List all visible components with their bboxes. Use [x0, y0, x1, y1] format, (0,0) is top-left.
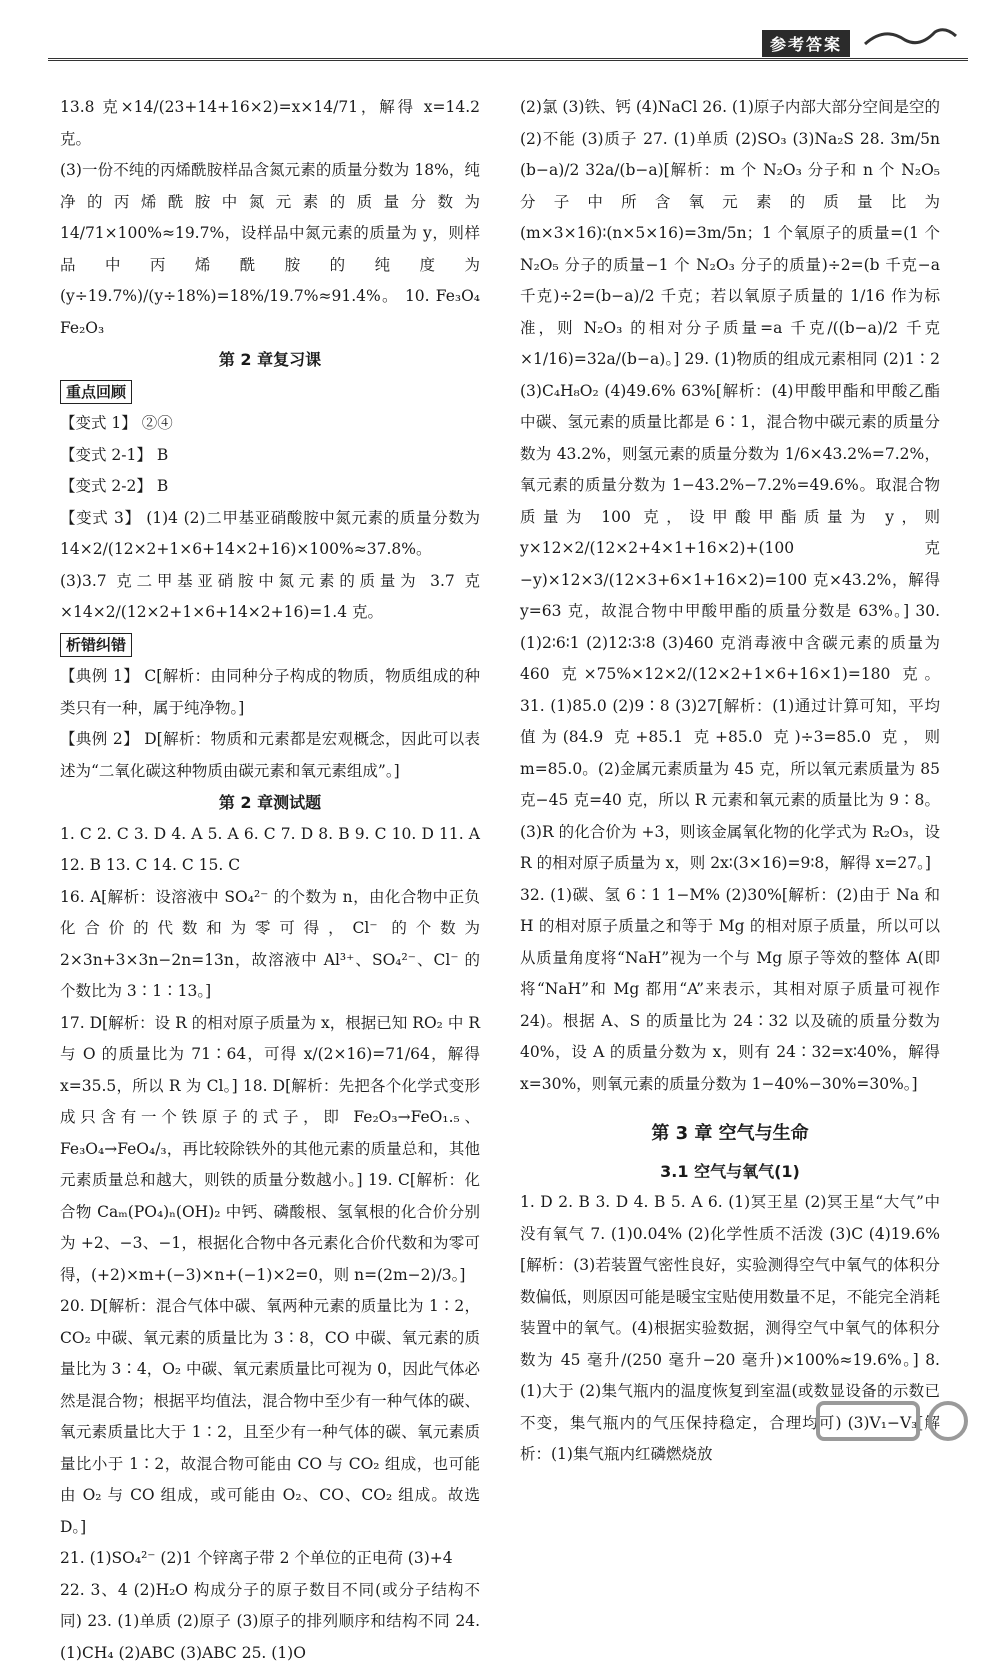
section-heading: 3.1 空气与氧气(1) [520, 1156, 940, 1188]
answer-paragraph: (3)3.7 克二甲基亚硝胺中氮元素的质量为 3.7 克×14×2/(12×2+1×6+14×2+16)=1.4 克。 [60, 566, 480, 629]
box-row [60, 376, 480, 409]
left-column [60, 92, 480, 1669]
page-header [0, 0, 1000, 68]
answer-paragraph: 20. D[解析：混合气体中碳、氧两种元素的质量比为 1∶2，CO₂ 中碳、氧元素的质量比为 3∶8，CO 中碳、氧元素的质量比为 3∶4，O₂ 中碳、氧元素质量比可视为 0，因此气体必然是混合物；根据平均值法，混合物中至少有一种气体的碳、氧元素质量比大于 1∶2，且至少有一种气体的碳、氧元素质量比小于 1∶2，故混合物可能由 CO 与 CO₂ 组成，也可能由 O₂ 与 CO 组成，或可能由 O₂、CO、CO₂ 组成。故选 D。] [60, 1291, 480, 1543]
section-box-label: 重点回顾 [60, 380, 132, 404]
answer-paragraph: 32. (1)碳、氢 6∶1 1−M% (2)30%[解析：(2)由于 Na 和 H 的相对原子质量之和等于 Mg 的相对原子质量，所以可以从质量角度将“NaH”视为一个与 Mg 原子等效的整体 A(即将“NaH”和 Mg 都用“A”来表示，其相对原子质量可视作 24)。根据 A、S 的质量比为 24∶32 以及硫的质量分数为 40%，设 A 的质量分数为 x，则有 24∶32=x∶40%，解得 x=30%，则氧元素的质量分数为 1−40%−30%=30%。] [520, 880, 940, 1101]
section-heading: 第 2 章测试题 [60, 787, 480, 819]
box-row [60, 629, 480, 662]
answer-paragraph: 1. C 2. C 3. D 4. A 5. A 6. C 7. D 8. B 9. C 10. D 11. A 12. B 13. C 14. C 15. C [60, 819, 480, 882]
watermark-logo-icon [808, 1391, 978, 1461]
answer-paragraph: (2)氯 (3)铁、钙 (4)NaCl 26. (1)原子内部大部分空间是空的 (2)不能 (3)质子 27. (1)单质 (2)SO₃ (3)Na₂S 28. 3m/5n (b−a)/2 32a/(b−a)[解析：m 个 N₂O₃ 分子和 n 个 N₂O₅ 分子中所含氧元素的质量比为(m×3×16)∶(n×5×16)=3m/5n；1 个氧原子的质量=(1 个 N₂O₅ 分子的质量−1 个 N₂O₃ 分子的质量)÷2=(b 千克−a 千克)÷2=(b−a)/2 千克；若以氧原子质量的 1/16 作为标准，则 N₂O₃ 的相对分子质量=a 千克/((b−a)/2 千克×1/16)=32a/(b−a)。] 29. (1)物质的组成元素相同 (2)1∶2 (3)C₄H₈O₂ (4)49.6% 63%[解析：(4)甲酸甲酯和甲酸乙酯中碳、氢元素的质量比都是 6∶1，混合物中碳元素的质量分数为 43.2%，则氢元素的质量分数为 1/6×43.2%=7.2%，氧元素的质量分数为 1−43.2%−7.2%=49.6%。取混合物质量为 100 克，设甲酸甲酯质量为 y，则 y×12×2/(12×2+4×1+16×2)+(100 克−y)×12×3/(12×3+6×1+16×2)=100 克×43.2%，解得 y=63 克，故混合物中甲酸甲酯的质量分数是 63%。] 30. (1)2∶6∶1 (2)12∶3∶8 (3)460 克消毒液中含碳元素的质量为 460 克×75%×12×2/(12×2+1×6+16×1)=180 克。 31. (1)85.0 (2)9∶8 (3)27[解析：(1)通过计算可知，平均值为(84.9 克+85.1 克+85.0 克)÷3=85.0 克，则 m=85.0。(2)金属元素质量为 45 克，所以氧元素质量为 85 克−45 克=40 克，所以 R 元素和氧元素的质量比为 9∶8。(3)R 的化合价为 +3，则该金属氧化物的化学式为 R₂O₃，设 R 的相对原子质量为 x，则 2x∶(3×16)=9∶8，解得 x=27。] [520, 92, 940, 880]
answer-paragraph: 【变式 1】 ②④ [60, 408, 480, 440]
answer-paragraph: 13.8 克×14/(23+14+16×2)=x×14/71，解得 x=14.2 克。 [60, 92, 480, 155]
answer-paragraph: 【变式 3】 (1)4 (2)二甲基亚硝酸胺中氮元素的质量分数为 14×2/(12×2+1×6+14×2+16)×100%≈37.8%。 [60, 503, 480, 566]
answer-paragraph: 17. D[解析：设 R 的相对原子质量为 x，根据已知 RO₂ 中 R 与 O 的质量比为 71∶64，可得 x/(2×16)=71/64，解得 x=35.5，所以 R 为 Cl。] 18. D[解析：先把各个化学式变形成只含有一个铁原子的式子，即 Fe₂O₃→FeO₁.₅、Fe₃O₄→FeO₄/₃，再比较除铁外的其他元素的质量总和，其他元素质量总和越大，则铁的质量分数越小。] 19. C[解析：化合物 Caₘ(PO₄)ₙ(OH)₂ 中钙、磷酸根、氢氧根的化合价分别为 +2、−3、−1，根据化合物中各元素化合价代数和为零可得，(+2)×m+(−3)×n+(−1)×2=0，则 n=(2m−2)/3。] [60, 1008, 480, 1292]
answer-paragraph: 【变式 2-1】 B [60, 440, 480, 472]
header-tag: 参考答案 [762, 30, 850, 57]
answer-paragraph: 21. (1)SO₄²⁻ (2)1 个锌离子带 2 个单位的正电荷 (3)+4 [60, 1543, 480, 1575]
section-box-label: 析错纠错 [60, 633, 132, 657]
answer-paragraph: 【典例 2】 D[解析：物质和元素都是宏观概念，因此可以表述为“二氧化碳这种物质由碳元素和氧元素组成”。] [60, 724, 480, 787]
section-heading: 第 2 章复习课 [60, 344, 480, 376]
answer-paragraph: 22. 3、4 (2)H₂O 构成分子的原子数目不同(或分子结构不同) 23. (1)单质 (2)原子 (3)原子的排列顺序和结构不同 24. (1)CH₄ (2)ABC (3)ABC 25. (1)O [60, 1575, 480, 1669]
answer-paragraph: 16. A[解析：设溶液中 SO₄²⁻ 的个数为 n，由化合物中正负化合价的代数和为零可得，Cl⁻ 的个数为 2×3n+3×3n−2n=13n，故溶液中 Al³⁺、SO₄²⁻、Cl⁻ 的个数比为 3∶1∶13。] [60, 882, 480, 1008]
answer-paragraph: 【典例 1】 C[解析：由同种分子构成的物质，物质组成的种类只有一种，属于纯净物。] [60, 661, 480, 724]
section-heading: 第 3 章 空气与生命 [520, 1118, 940, 1150]
header-rule [48, 58, 968, 61]
decorative-brush-icon [860, 22, 960, 52]
right-column [520, 92, 940, 1471]
answer-paragraph: 【变式 2-2】 B [60, 471, 480, 503]
answer-paragraph: 1. D 2. B 3. D 4. B 5. A 6. (1)冥王星 (2)冥王星“大气”中没有氧气 7. (1)0.04% (2)化学性质不活泼 (3)C (4)19.6%[解析：(3)若装置气密性良好，实验测得空气中氧气的体积分数偏低，则原因可能是暖宝宝贴使用数量不足，不能完全消耗装置中的氧气。(4)根据实验数据，测得空气中氧气的体积分数为 45 毫升/(250 毫升−20 毫升)×100%≈19.6%。] 8. (1)大于 (2)集气瓶内的温度恢复到室温(或数显设备的示数已不变，集气瓶内的气压保持稳定，合理均可) (3)V₁−V₃[解析：(1)集气瓶内红磷燃烧放 [520, 1187, 940, 1471]
answer-paragraph: (3)一份不纯的丙烯酰胺样品含氮元素的质量分数为 18%，纯净的丙烯酰胺中氮元素的质量分数为 14/71×100%≈19.7%，设样品中氮元素的质量为 y，则样品中丙烯酰胺的纯度为 (y÷19.7%)/(y÷18%)=18%/19.7%≈91.4%。 10. Fe₃O₄ Fe₂O₃ [60, 155, 480, 344]
